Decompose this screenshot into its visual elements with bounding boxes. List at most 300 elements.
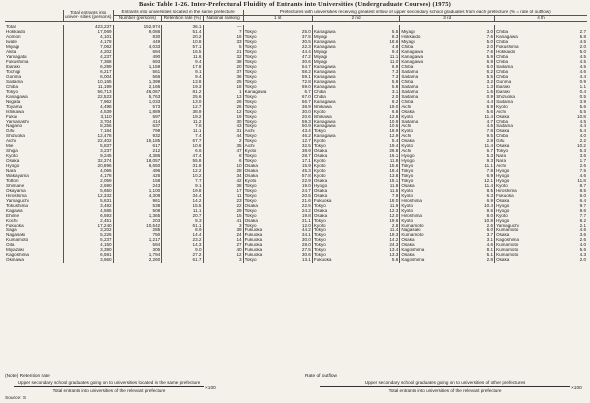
rate-4th-cell: 6.0 [579,193,586,198]
retention-rate-cell: 13.8 [162,80,203,85]
dest-1st-cell: Tokyo [243,45,290,50]
total-entrants-cell: 2,059 [63,179,113,184]
rate-1st-cell: 34.1 [301,233,311,238]
retention-rate-cell: 12.2 [162,169,203,174]
same-pref-number-cell: 573 [113,105,162,110]
dest-1st-cell: Tokyo [243,159,290,164]
rate-1st-cell: 30.0 [301,238,311,243]
rate-4th-cell: 3.9 [579,99,586,104]
total-entrants-cell: 3,482 [63,204,113,209]
same-pref-number-cell: 5,763 [113,95,162,100]
dest-2nd-cell: Chiba [312,95,375,100]
dest-1st-cell: Fukuoka [243,238,290,243]
dest-2nd-cell: Kyoto [312,224,375,229]
dest-4th-cell: Hyogo [495,174,565,179]
prefecture-cell: Hyogo [6,164,20,169]
dest-3rd-cell: Kyoto [400,144,470,149]
rate-2nd-cell: 12.0 [389,213,399,218]
total-entrants-cell: 6,217 [63,70,113,75]
prefecture-cell: Kanagawa [6,94,28,99]
rate-1st-cell: 50.9 [301,124,311,129]
same-pref-number-cell: 932 [113,134,162,139]
same-pref-number-cell: 1,365 [113,214,162,219]
dest-2nd-cell: Tokyo [312,219,375,224]
national-ranking-cell: 18 [203,85,243,90]
national-ranking-cell: 11 [203,194,243,199]
dest-3rd-cell: Kyoto [400,189,470,194]
dest-3rd-cell: Hiroshima [400,214,470,219]
rate-4th-cell: 2.0 [579,258,586,263]
same-pref-number-cell: 6,650 [113,164,162,169]
prefecture-cell: Yamaguchi [6,198,29,203]
dest-3rd-cell: Osaka [400,238,470,243]
rate-4th-cell: 4.5 [579,55,586,60]
same-pref-number-cell: 2,260 [113,258,162,263]
rate-1st-cell: 13.1 [301,258,311,263]
rate-1st-cell: 15.9 [301,164,311,169]
total-entrants-cell: 5,837 [63,144,113,149]
dest-1st-cell: Kanagawa [243,90,290,95]
dest-1st-cell: Tokyo [243,194,290,199]
national-ranking-cell: 20 [203,65,243,70]
total-entrants-cell: 6,591 [63,253,113,258]
rate-3rd-cell: 5.3 [486,154,494,159]
total-entrants-cell: 4,237 [63,55,113,60]
dest-3rd-cell: Kyoto [400,209,470,214]
dest-2nd-cell: Hyogo [312,184,375,189]
retention-rate-cell: 13.0 [162,100,203,105]
retention-rate-cell: 47.4 [162,154,203,159]
rate-4th-cell: 2.1 [579,223,586,228]
prefecture-cell: Nagasaki [6,233,26,238]
dest-4th-cell: Chiba [495,120,565,125]
dest-4th-cell: Aichi [495,164,565,169]
note-label: (Note) Retention rate [5,374,50,379]
rate-3rd-cell: 2.8 [486,258,494,263]
dest-2nd-cell: Osaka [312,189,375,194]
rate-3rd-cell: 4.4 [486,99,494,104]
dest-3rd-cell: Hokkaido [400,35,470,40]
rate-4th-cell: 4.6 [579,228,586,233]
rate-1st-cell: 21.1 [301,218,311,223]
rate-4th-cell: 4.3 [579,253,586,258]
rate-4th-cell: 10.2 [577,144,586,149]
retention-rate-cell: 19.2 [162,115,203,120]
rate-1st-cell: 57.8 [301,174,311,178]
retention-rate-cell: 55.8 [162,159,203,164]
fluidity-table [5,10,587,263]
rate-2nd-cell: 24.3 [389,243,399,248]
rate-2nd-cell: 7.3 [391,74,399,79]
rate-4th-cell: 4.5 [579,65,586,70]
table-row [5,258,587,263]
dest-3rd-cell: Hiroshima [400,199,470,204]
rate-3rd-cell: 7.8 [486,169,494,174]
rate-3rd-cell: 6.9 [486,174,494,178]
total-entrants-cell: 6,299 [63,65,113,70]
dest-2nd-cell: Osaka [312,214,375,219]
rate-3rd-cell: 3.0 [486,30,494,35]
prefecture-cell: Hokkaido [6,30,26,35]
rate-2nd-cell: 19.3 [389,233,399,238]
dest-4th-cell: Yamaguchi [495,224,565,229]
dest-4th-cell: Chiba [495,55,565,60]
dest-2nd-cell: Kanagawa [312,100,375,105]
rate-2nd-cell: 2.0 [391,94,399,99]
dest-3rd-cell: Aichi [400,149,470,154]
prefecture-cell: Kumamoto [6,238,29,243]
dest-3rd-cell: Kyoto [400,115,470,120]
rate-4th-cell: 8.6 [579,208,586,213]
prefecture-cell: Saga [6,228,17,233]
retention-rate-cell: 51.4 [162,30,203,35]
same-pref-group-header: Entrants into universities located in the same prefecture [113,10,243,15]
total-entrants-cell: 4,178 [63,174,113,179]
rate-1st-cell: 56.7 [301,99,311,104]
national-ranking-cell: 34 [203,174,243,179]
dest-3rd-cell: Kyoto [400,204,470,209]
dest-1st-cell: Tokyo [243,80,290,85]
rate-4th-cell: 2.6 [579,164,586,169]
rate-3rd-cell: 4.6 [486,243,494,248]
national-ranking-cell: 17 [203,189,243,194]
same-pref-number-cell: 1,794 [113,253,162,258]
rate-3rd-cell: 4.7 [486,119,494,124]
same-pref-number-cell: 9,086 [113,30,162,35]
same-pref-number-cell: 1,889 [113,110,162,115]
rate-1st-cell: 22.9 [301,178,311,183]
dest-3rd-cell: Kanagawa [400,50,470,55]
dest-3rd-cell: Miyagi [400,30,470,35]
prefecture-cell: Saitama [6,79,23,84]
dest-2nd-cell: Kanagawa [312,75,375,80]
dest-2nd-cell: Kanagawa [312,120,375,125]
dest-2nd-cell: Tokyo [312,233,375,238]
rate-4th-cell: 11.8 [577,178,586,183]
total-entrants-cell: 2,690 [63,184,113,189]
same-pref-number-cell: 961 [113,199,162,204]
retention-rate-cell: 31.8 [162,164,203,169]
retention-rate-cell: 27.2 [162,253,203,258]
same-pref-number-cell: 694 [113,50,162,55]
same-pref-number-cell: 243 [113,184,162,189]
rate-1st-cell: 67.0 [301,94,311,99]
rate-1st-cell: 22.5 [301,203,311,208]
dest-3rd-cell: Aichi [400,134,470,139]
prefecture-cell: Tokushima [6,203,28,208]
dest-1st-cell: Tokyo [243,105,290,110]
dest-1st-cell: Osaka [243,219,290,224]
dest-1st-cell: Osaka [243,169,290,174]
retention-rate-cell: 57.1 [162,45,203,50]
same-pref-number-cell: 594 [113,243,162,248]
rate-2nd-cell: 15.1 [389,178,399,183]
rate-3rd-cell: 3.7 [486,233,494,238]
rate-3rd-cell: 2.0 [486,45,494,50]
national-ranking-cell: 12 [203,253,243,258]
rate-3rd-cell: 6.9 [486,60,494,65]
rate-3rd-cell: 9.5 [486,134,494,139]
rate-4th-cell: 3.6 [579,154,586,159]
rate-1st-cell: 44.2 [301,228,311,233]
rate-3rd-cell: 5.9 [486,55,494,60]
rate-2nd-cell: 15.6 [389,164,399,169]
rate-1st-cell: 32.5 [301,144,311,149]
national-ranking-cell: 29 [203,209,243,214]
prefecture-cell: Akita [6,50,17,55]
retention-times100: ×100 [205,386,216,391]
rate-1st-cell: 44.4 [301,50,311,55]
prefecture-cell: Oita [6,243,15,248]
national-ranking-cell: 43 [203,124,243,129]
same-pref-number-cell: 285 [113,228,162,233]
rate-3rd-cell: 6.3 [486,193,494,198]
rate-3rd-cell: 12.1 [484,178,494,183]
dest-4th-cell: Fukushima [495,45,565,50]
rate-2nd-cell: 12.9 [389,134,399,139]
rate-1st-cell: 12.7 [301,139,311,144]
rate-1st-cell: 30.6 [301,60,311,65]
dest-3rd-cell: Hyogo [400,159,470,164]
rate-2nd-cell: 11.0 [389,60,399,65]
pref-header-blank [5,10,63,21]
prefecture-cell: Kagawa [6,208,23,213]
dest-1st-cell: Tokyo [243,154,290,159]
dest-4th-cell: Kumamoto [495,248,565,253]
rate-4th-cell: 4.0 [579,243,586,248]
rate-2nd-cell: 5.4 [391,139,399,144]
same-pref-number-cell: 1,159 [113,65,162,70]
prefecture-cell: Osaka [6,159,20,164]
retention-rate-cell: 16.5 [162,50,203,55]
dest-2nd-cell: Tokyo [312,204,375,209]
retention-rate-cell: 20.7 [162,214,203,219]
ranking-header: National ranking [203,15,243,21]
rate-4th-cell: 8.7 [579,183,586,188]
retention-rate-cell: 23.2 [162,238,203,243]
rate-1st-cell: 54.7 [301,65,311,70]
rate-4th-cell: 4.4 [579,124,586,129]
rate-4th-cell: 4.5 [579,60,586,65]
dest-2nd-cell: Fukuoka [312,199,375,204]
national-ranking-cell: 3 [203,224,243,229]
total-entrants-cell: 10,165 [63,80,113,85]
dest-4th-cell: Hyogo [495,204,565,209]
dest-2nd-cell: Chiba [312,90,375,95]
dest-4th-cell: Hiroshima [495,189,565,194]
rate-3rd-cell: 10.4 [484,203,494,208]
dest-4th-cell: Osaka [495,233,565,238]
rate-4th-cell: 5.8 [579,35,586,40]
rate-3rd-cell: 7.8 [486,129,494,134]
rate-3rd-cell: 8.5 [486,188,494,193]
prefecture-cell: Miyagi [6,45,20,50]
prefecture-cell: Yamagata [6,55,27,60]
rate-1st-cell: 25.0 [301,30,311,35]
total-entrants-cell: 7,962 [63,100,113,105]
total-entrants-cell: 6,593 [63,214,113,219]
dest-1st-cell: Tokyo [243,124,290,129]
rate-3rd-cell: 6.0 [486,228,494,233]
dest-4th-cell: Chiba [495,134,565,139]
rate-1st-cell: 46.2 [301,134,311,139]
dest-1st-cell: Tokyo [243,85,290,90]
prefecture-cell: Iwate [6,40,17,45]
same-pref-number-cell: 1,217 [113,238,162,243]
dest-2nd-cell: Tokyo [312,129,375,134]
rate-1st-cell: 17.1 [301,159,311,164]
dest-1st-cell: Fukuoka [243,228,290,233]
rate-2nd-cell: 11.8 [389,159,399,164]
rate-3rd-cell: 5.6 [486,109,494,114]
total-entrants-cell: 4,498 [63,105,113,110]
rate-2nd-cell: 7.3 [391,69,399,74]
dest-3rd-cell: Osaka [400,110,470,115]
national-ranking-cell: 13 [203,95,243,100]
dest-2nd-cell: Tokyo [312,243,375,248]
prefecture-cell: Aichi [6,139,16,144]
rate-3rd-cell: 3.2 [486,79,494,84]
rate-1st-cell: 30.5 [301,40,311,45]
dest-3rd-cell: Aichi [400,105,470,110]
retention-denominator: Total entrants into universities of the relevant prefecture [52,388,166,393]
total-rank: — [203,25,243,30]
rate-4th-cell: 9.7 [579,203,586,208]
dest-1st-cell: Fukuoka [243,253,290,258]
rate-3rd-cell: 7.6 [486,35,494,40]
national-ranking-cell: 33 [203,40,243,45]
total-entrants-cell: 6,004 [63,75,113,80]
same-pref-number-cell: 1,100 [113,189,162,194]
prefecture-cell: Nara [6,169,16,174]
dest-4th-cell: Shizuoka [495,95,565,100]
national-ranking-cell: 24 [203,233,243,238]
same-pref-number-cell: 561 [113,70,162,75]
rate-4th-cell: 4.6 [579,69,586,74]
rate-1st-cell: 45.3 [301,169,311,174]
retention-rate-cell: 9.4 [162,60,203,65]
prefecture-cell: Toyama [6,104,23,109]
national-ranking-cell: 25 [203,80,243,85]
rate-2nd-cell: 11.9 [389,203,399,208]
rate-4th-cell: 5.0 [579,50,586,55]
dest-2nd-cell: Tokyo [312,248,375,253]
national-ranking-cell: 15 [203,214,243,219]
dest-3rd-cell: Kagoshima [400,258,470,263]
dest-1st-cell: Tokyo [243,139,290,144]
rate-3rd-cell: 6.9 [486,104,494,109]
rate-2nd-cell: 18.9 [389,129,399,134]
rate-2nd-cell: 12.3 [389,208,399,213]
dest-3rd-cell: Chiba [400,45,470,50]
dest-4th-cell: Kyoto [495,214,565,219]
dest-4th-cell: Kyoto [495,105,565,110]
dest-1st-cell: Tokyo [243,60,290,65]
dest-4th-cell: Ibaraki [495,90,565,95]
rate-1st-cell: 37.5 [301,35,311,40]
outflow-formula [320,380,570,393]
rate-2nd-cell: 2.8 [391,223,399,228]
dest-3rd-cell: Aichi [400,124,470,129]
same-pref-number-cell: 597 [113,115,162,120]
dest-2nd-cell: Kanagawa [312,124,375,129]
rate-4th-cell: 0.4 [579,89,586,94]
dest-2nd-cell: Miyagi [312,35,375,40]
total-entrants: 423,237 [63,25,113,30]
total-entrants-cell: 12,478 [63,134,113,139]
same-pref-number-cell: 449 [113,40,162,45]
prefecture-cell: Fukushima [6,60,29,65]
same-pref-number-cell: 4,386 [113,154,162,159]
rate-2nd-cell: 26.8 [389,149,399,154]
total-entrants-cell: 32,374 [63,159,113,164]
dest-2nd-cell: Kyoto [312,169,375,174]
prefecture-cell: Tokyo [6,89,18,94]
same-pref-number-cell: 426 [113,174,162,179]
prefecture-cell: Fukui [6,114,18,119]
dest-1st-cell: Aichi [243,129,290,134]
rate-4th-cell: 0.5 [579,94,586,99]
national-ranking-cell: 42 [203,179,243,184]
same-pref-number-cell: 2,166 [113,85,162,90]
national-ranking-cell: 26 [203,105,243,110]
rate-2nd-cell: 5.8 [391,84,399,89]
source-note: Source: S [5,396,27,401]
retention-rate-cell: 7.4 [162,134,203,139]
national-ranking-cell: 7 [203,30,243,35]
dest-1st-cell: Tokyo [243,70,290,75]
rate-3rd-cell: 5.1 [486,253,494,258]
rate-4th-cell: 8.5 [579,188,586,193]
rate-3rd-cell: 2.6 [486,223,494,228]
prefecture-cell: Okayama [6,188,26,193]
rate-1st-cell: 43.4 [301,129,311,134]
total-entrants-cell: 5,237 [63,238,113,243]
dest-3rd-cell: Osaka [400,139,470,144]
dest-1st-cell: Fukuoka [243,248,290,253]
rate-2nd-cell: 19.6 [389,218,399,223]
prefecture-cell: Niigata [6,99,21,104]
national-ranking-cell: 27 [203,243,243,248]
dest-1st-cell: Tokyo [243,189,290,194]
total-entrants-cell: 4,585 [63,209,113,214]
rate-2nd-cell: 13.4 [389,248,399,253]
dest-1st-cell: Tokyo [243,100,290,105]
dest-4th-cell: Gunma [495,80,565,85]
rate-4th-cell: 0.9 [579,79,586,84]
dest-2nd-cell: Kanagawa [312,40,375,45]
dest-2nd-cell: Kanagawa [312,70,375,75]
national-ranking-cell: 28 [203,169,243,174]
dest-4th-cell: Osaka [495,129,565,134]
prefecture-cell: Kyoto [6,154,18,159]
dest-1st-cell: Tokyo [243,115,290,120]
retention-numerator: Upper secondary school graduates going on to universities located in the same prefecture [17,380,201,385]
rate-4th-cell: 5.6 [579,104,586,109]
retention-rate-cell: 8.9 [162,228,203,233]
national-ranking-cell: 40 [203,248,243,253]
dest-3rd-cell: Hyogo [400,154,470,159]
total-entrants-cell: 8,256 [63,124,113,129]
same-pref-number-cell: 15,185 [113,139,162,144]
same-pref-number-cell: 4,308 [113,194,162,199]
dest-1st-cell: Kyoto [243,149,290,154]
same-pref-number-cell: 18,057 [113,159,162,164]
dest-2nd-cell: Kanagawa [312,30,375,35]
retention-rate-cell: 9.0 [162,248,203,253]
rate-2nd-cell: 19.4 [389,144,399,149]
rate-3rd-cell: 2.8 [486,139,494,144]
